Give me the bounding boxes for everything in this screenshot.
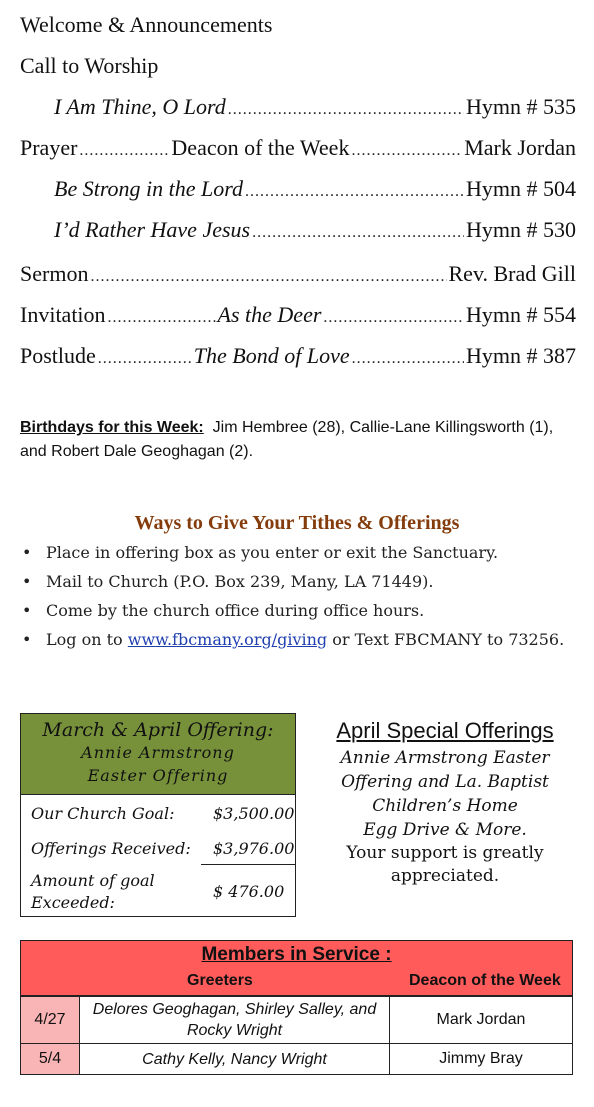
april-note-line: Your support is greatly [346,843,544,863]
april-line: Egg Drive & More. [363,820,527,840]
offering-title: March & April Offering: [42,719,274,741]
leader-dots [108,309,216,327]
list-item [20,598,580,623]
divider [201,864,295,865]
welcome-text: Welcome & Announcements [20,12,273,37]
prayer-role: Deacon of the Week [171,135,350,160]
greeters-cell: Delores Geoghagan, Shirley Salley, and Rocky Wright [80,997,390,1043]
leader-dots [90,268,446,286]
offering-subtitle-1: Annie Armstrong [81,743,235,762]
invitation-hymn: Hymn # 554 [466,302,576,327]
greeters-cell: Cathy Kelly, Nancy Wright [80,1044,390,1074]
bullet-icon: • [22,630,32,649]
april-line: Annie Armstrong Easter [340,748,550,768]
exceeded-label-line-1: Amount of goal [31,871,155,890]
postlude-hymn: Hymn # 387 [466,343,576,368]
birthdays-paragraph [20,416,580,464]
postlude-title: The Bond of Love [193,343,350,368]
birthdays-label: Birthdays for this Week: [20,419,204,436]
sermon-name: Rev. Brad Gill [448,261,576,286]
list-item-text: Place in offering box as you enter or exit the Sanctuary. [46,543,499,562]
call-to-worship-line [20,53,576,83]
leader-dots [245,183,464,201]
welcome-line [20,12,576,42]
service-date: 4/27 [21,997,80,1043]
leader-dots [323,309,464,327]
offering-subtitle-2: Easter Offering [87,766,229,785]
greeters-column-header: Greeters [187,972,253,989]
april-offerings [320,718,570,888]
ways-to-give-list [20,540,580,656]
hymn-title: I’d Rather Have Jesus [54,217,251,242]
table-row [21,1043,572,1074]
hymn-number: Hymn # 530 [466,217,576,242]
birthdays-text: Jim Hembree (28), Callie-Lane Killingsworth (1), and Robert Dale Geoghagan (2). [20,419,554,460]
invitation-line [20,302,576,332]
call-to-worship-text: Call to Worship [20,53,159,78]
april-description [320,746,570,842]
list-item-text: or Text FBCMANY to 73256. [332,630,565,649]
list-item-text: Mail to Church (P.O. Box 239, Many, LA 71449). [46,572,434,591]
list-item-text: Log on to [46,630,123,649]
leader-dots [352,350,464,368]
leader-dots [252,224,464,242]
exceeded-value: $ 476.00 [213,882,285,901]
april-note-line: appreciated. [390,866,500,886]
invitation-title: As the Deer [217,302,322,327]
sermon-line [20,261,576,291]
list-item-text: Come by the church office during office hours. [46,601,425,620]
ways-to-give-title: Ways to Give Your Tithes & Offerings [134,512,460,534]
hymn-title: Be Strong in the Lord [54,176,244,201]
service-date: 5/4 [21,1044,80,1074]
hymn-number: Hymn # 504 [466,176,576,201]
hymn-title: I Am Thine, O Lord [54,94,226,119]
postlude-label: Postlude [20,343,96,368]
april-note [320,842,570,888]
hymn-number: Hymn # 535 [466,94,576,119]
offering-box [20,713,296,917]
members-title: Members in Service : [201,944,392,965]
members-in-service-table [20,940,573,1075]
goal-value: $3,500.00 [213,804,295,823]
leader-dots [98,350,192,368]
received-label: Offerings Received: [31,839,191,858]
april-title: April Special Offerings [336,718,554,743]
deacon-cell: Jimmy Bray [439,1050,523,1067]
hymn-line-3 [54,217,576,247]
list-item [20,627,580,652]
received-value: $3,976.00 [213,839,295,858]
april-line: Offering and La. Baptist [341,772,549,792]
giving-link[interactable]: www.fbcmany.org/giving [127,630,328,649]
bullet-icon: • [22,543,32,562]
prayer-name: Mark Jordan [464,135,576,160]
leader-dots [79,142,169,160]
members-header [21,941,572,996]
list-item [20,569,580,594]
deacon-cell: Mark Jordan [436,1011,526,1028]
bullet-icon: • [22,601,32,620]
april-line: Children’s Home [372,796,518,816]
invitation-label: Invitation [20,302,106,327]
deacon-column-header: Deacon of the Week [409,972,561,989]
leader-dots [351,142,462,160]
sermon-label: Sermon [20,261,89,286]
leader-dots [228,101,464,119]
offering-header [21,714,295,795]
goal-label: Our Church Goal: [31,804,175,823]
prayer-line [20,135,576,165]
table-row [21,996,572,1043]
bullet-icon: • [22,572,32,591]
hymn-line-1 [54,94,576,124]
prayer-label: Prayer [20,135,78,160]
exceeded-label [31,870,155,914]
list-item [20,540,580,565]
postlude-line [20,343,576,373]
hymn-line-2 [54,176,576,206]
exceeded-label-line-2: Exceeded: [31,893,115,912]
